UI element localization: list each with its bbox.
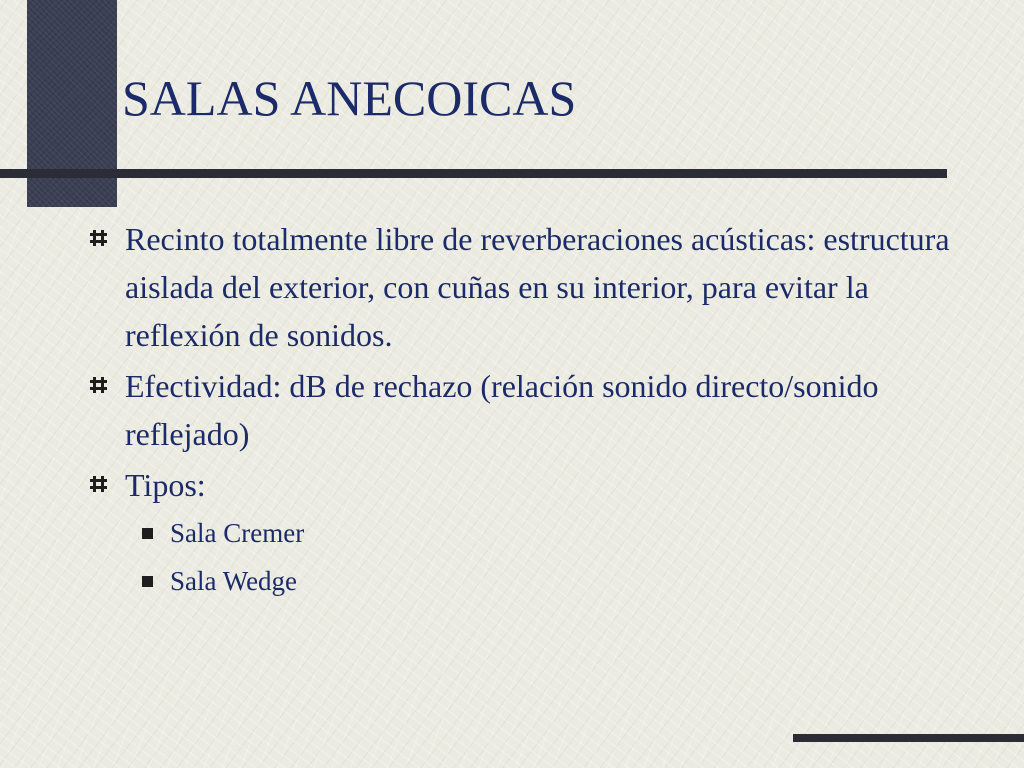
title-divider [0, 169, 947, 178]
sub-bullet-item [125, 557, 958, 605]
square-bullet-icon [142, 576, 153, 587]
sub-bullet-text: Sala Wedge [170, 566, 298, 596]
hash-bullet-icon [88, 473, 110, 495]
sub-bullet-list [125, 509, 958, 605]
slide-title: SALAS ANECOICAS [122, 70, 577, 126]
sub-bullet-item [125, 509, 958, 557]
hash-bullet-icon [88, 374, 110, 396]
bullet-item [88, 362, 958, 458]
bullet-item [88, 461, 958, 605]
sub-bullet-text: Sala Cremer [170, 518, 305, 548]
square-bullet-icon [142, 528, 153, 539]
bullet-text: Efectividad: dB de rechazo (relación sonido directo/sonido reflejado) [125, 368, 879, 452]
bullet-list [88, 215, 958, 608]
bullet-text: Tipos: [125, 467, 206, 503]
footer-divider [793, 734, 1024, 742]
bullet-text: Recinto totalmente libre de reverberaciones acústicas: estructura aislada del exterior, con cuñas en su interior, para evitar la reflexión de sonidos. [125, 221, 950, 353]
bullet-item [88, 215, 958, 359]
hash-bullet-icon [88, 227, 110, 249]
